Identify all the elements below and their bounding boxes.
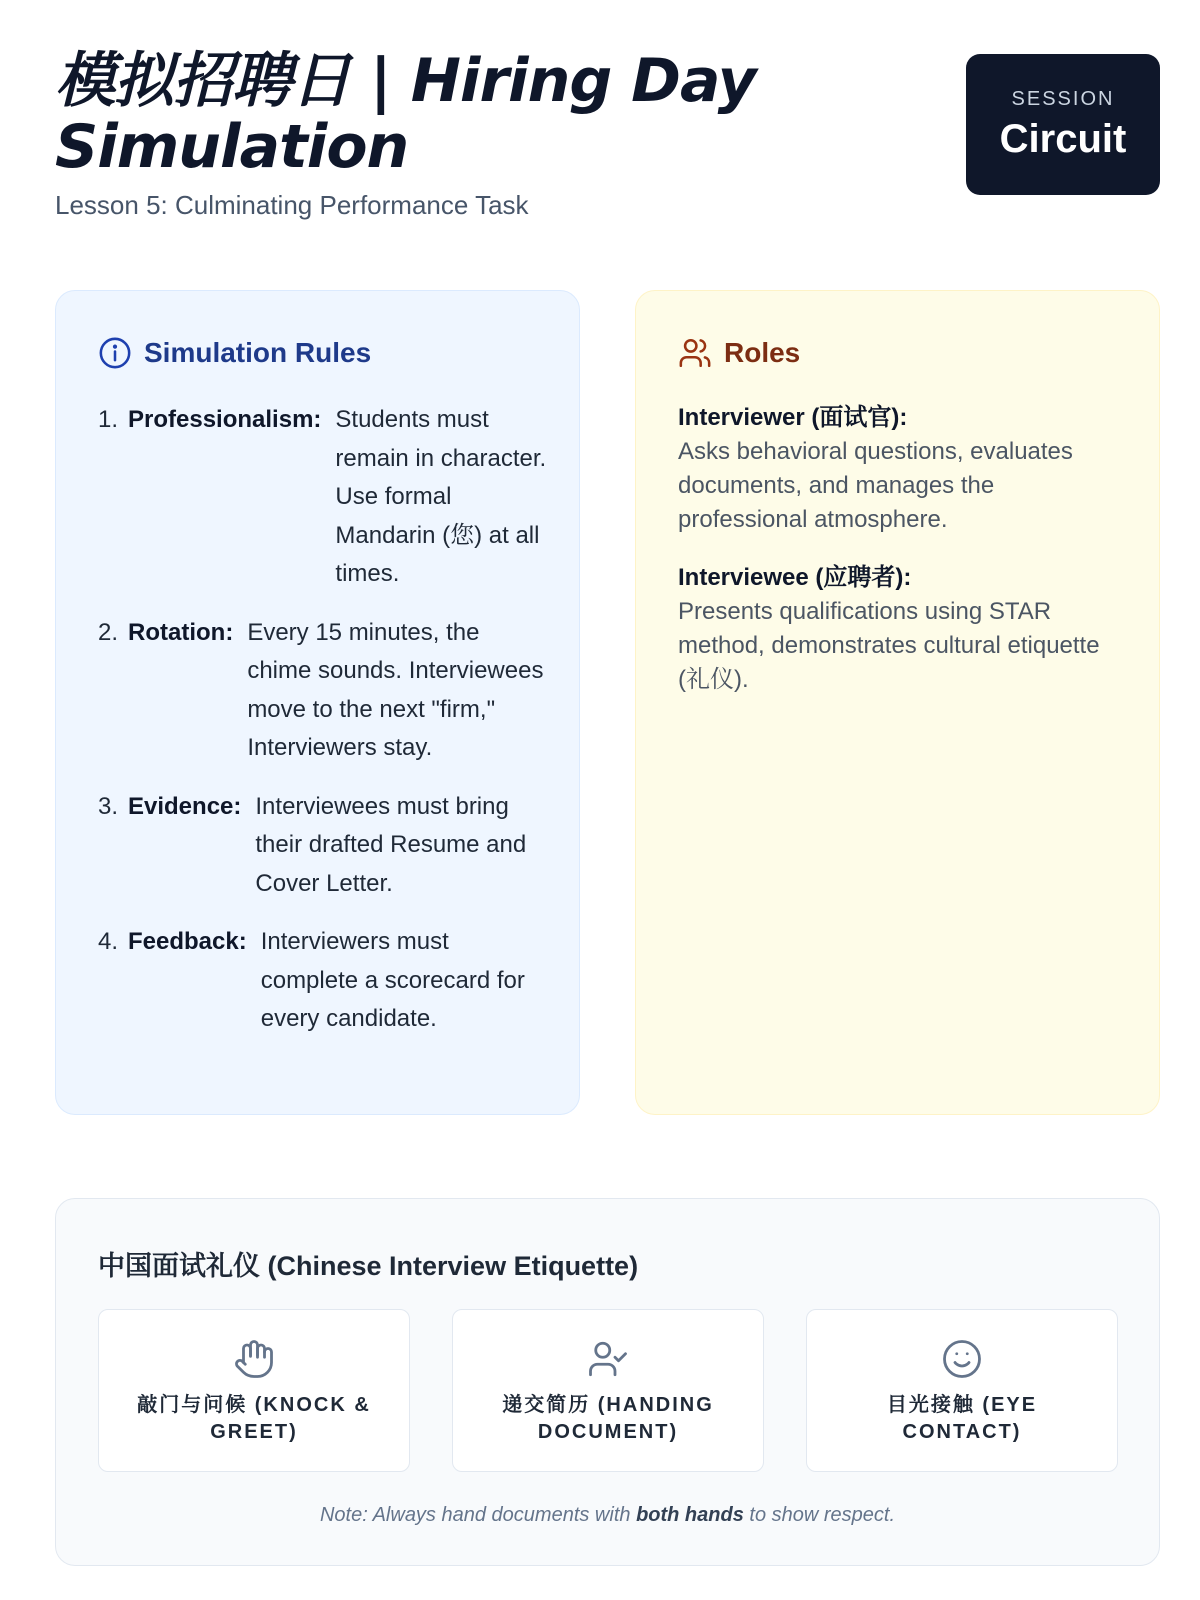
rule-number: 1. bbox=[98, 406, 119, 433]
rules-heading bbox=[98, 336, 371, 370]
rule-number: 2. bbox=[98, 618, 119, 646]
role-description: Presents qualifications using STAR method, demonstrates cultural etiquette (礼仪). bbox=[678, 598, 1100, 693]
page-header bbox=[55, 48, 925, 221]
rules-list bbox=[98, 401, 548, 1059]
rule-description: Every 15 minutes, the chime sounds. Interviewees move to the next "firm," Interviewers stay. bbox=[247, 618, 544, 761]
roles-card bbox=[635, 290, 1160, 1115]
smile-icon bbox=[941, 1338, 983, 1380]
rule-description: Interviewees must bring their drafted Resume and Cover Letter. bbox=[255, 792, 527, 897]
note-prefix: Note: Always hand documents with bbox=[319, 1504, 637, 1526]
rule-item bbox=[98, 788, 548, 904]
rules-heading-label: Simulation Rules bbox=[144, 337, 372, 368]
rule-number: 4. bbox=[98, 928, 119, 955]
rule-number: 3. bbox=[98, 792, 119, 820]
rule-term: Evidence: bbox=[128, 792, 242, 820]
rule-item bbox=[98, 923, 548, 1039]
role-description: Asks behavioral questions, evaluates documents, and manages the professional atmosphere. bbox=[678, 438, 1073, 533]
rule-term: Rotation: bbox=[128, 618, 234, 646]
etiquette-item-handing-document bbox=[452, 1309, 764, 1472]
rule-term: Professionalism: bbox=[128, 406, 322, 433]
role-interviewee bbox=[678, 561, 1118, 697]
rule-term: Feedback: bbox=[128, 928, 247, 955]
info-icon bbox=[98, 336, 132, 370]
etiquette-section bbox=[55, 1198, 1160, 1566]
hand-icon bbox=[233, 1338, 275, 1380]
rule-description: Interviewers must complete a scorecard for every candidate. bbox=[260, 928, 525, 1032]
etiquette-heading: 中国面试礼仪 (Chinese Interview Etiquette) bbox=[98, 1251, 639, 1281]
role-interviewer bbox=[678, 401, 1118, 537]
etiquette-label: 敲门与问候 (KNOCK & GREET) bbox=[137, 1394, 371, 1443]
session-value: Circuit bbox=[999, 116, 1127, 161]
simulation-rules-card bbox=[55, 290, 580, 1115]
page-title: 模拟招聘日 | Hiring Day Simulation bbox=[55, 46, 756, 182]
user-check-icon bbox=[587, 1338, 629, 1380]
etiquette-label: 目光接触 (EYE CONTACT) bbox=[886, 1394, 1038, 1443]
rule-description: Students must remain in character. Use formal Mandarin (您) at all times. bbox=[335, 406, 547, 587]
etiquette-note bbox=[56, 1504, 1159, 1527]
page-subtitle: Lesson 5: Culminating Performance Task bbox=[55, 190, 529, 220]
users-icon bbox=[678, 336, 712, 370]
session-badge bbox=[966, 54, 1160, 195]
etiquette-label: 递交简历 (HANDING DOCUMENT) bbox=[502, 1394, 714, 1443]
note-emphasis: both hands bbox=[636, 1504, 744, 1526]
role-title: Interviewee (应聘者): bbox=[678, 564, 912, 591]
session-label: SESSION bbox=[1011, 87, 1115, 110]
note-suffix: to show respect. bbox=[743, 1504, 896, 1526]
etiquette-item-knock-greet bbox=[98, 1309, 410, 1472]
etiquette-item-eye-contact bbox=[806, 1309, 1118, 1472]
roles-heading bbox=[678, 336, 800, 370]
rule-item bbox=[98, 614, 548, 768]
role-title: Interviewer (面试官): bbox=[678, 404, 908, 431]
roles-heading-label: Roles bbox=[724, 337, 801, 368]
rule-item bbox=[98, 401, 548, 594]
